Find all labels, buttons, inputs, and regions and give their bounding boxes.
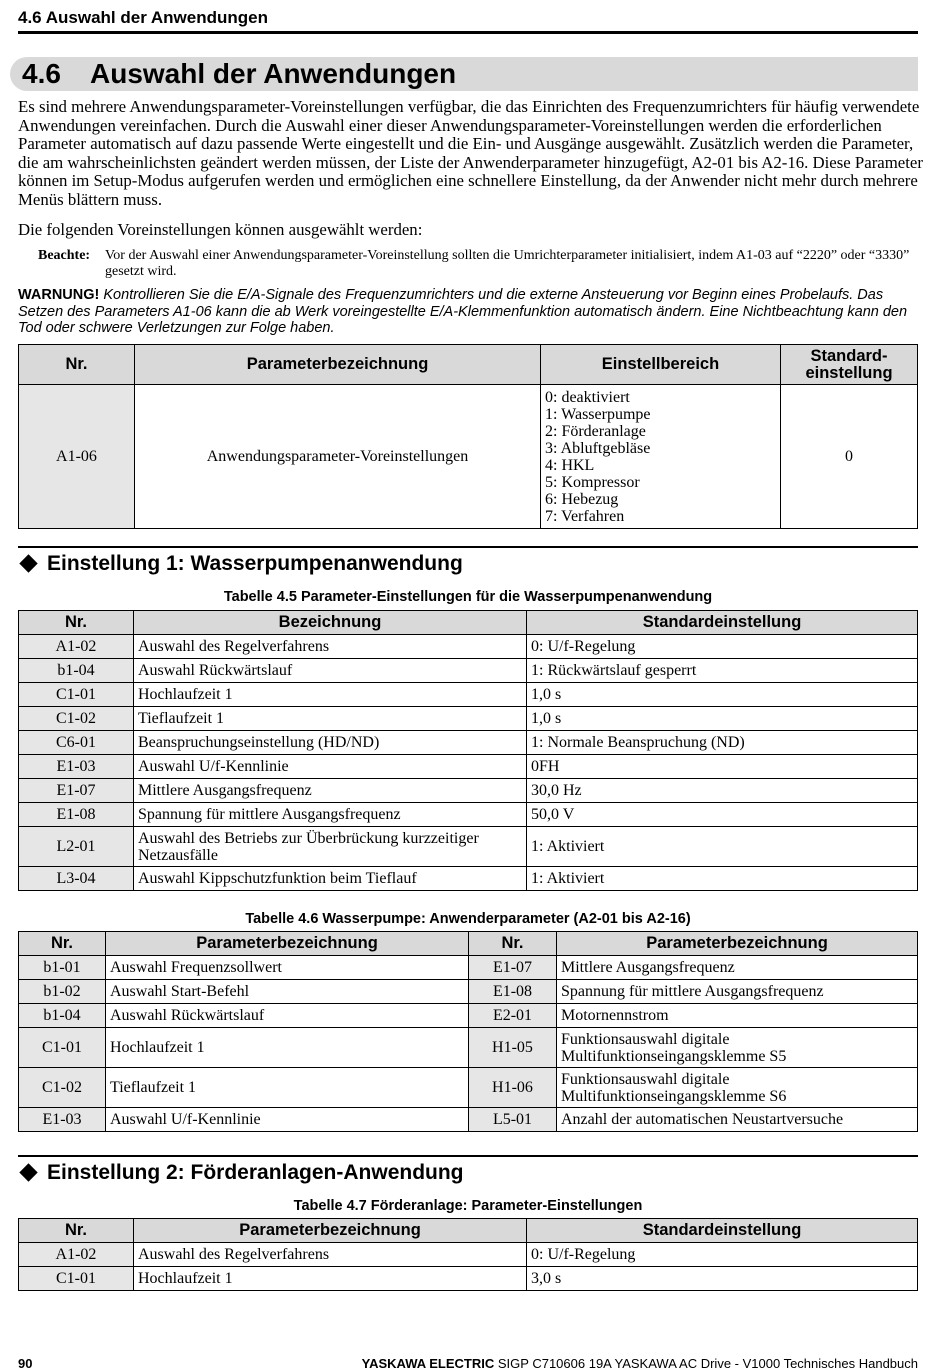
param-nr: C1-01: [19, 1028, 106, 1068]
range-option: 0: deaktiviert: [545, 388, 630, 406]
table-cell: 1: Aktiviert: [527, 827, 918, 867]
table-row: [19, 1267, 918, 1291]
table-cell: Beanspruchungseinstellung (HD/ND): [134, 731, 527, 755]
col-header: Standardeinstellung: [527, 1219, 918, 1243]
param-nr: b1-01: [19, 956, 106, 980]
param-nr: b1-04: [19, 659, 134, 683]
table-cell: Motornennstrom: [557, 1004, 918, 1028]
table-cell: Auswahl Kippschutzfunktion beim Tieflauf: [134, 867, 527, 891]
footer-brand: YASKAWA ELECTRIC: [361, 1356, 495, 1371]
table-cell: 50,0 V: [527, 803, 918, 827]
param-range: [541, 385, 781, 529]
table-row: [19, 707, 918, 731]
col-header: Standard-einstellung: [781, 345, 918, 385]
intro-paragraph: Es sind mehrere Anwendungsparameter-Voreinstellungen verfügbar, die das Einrichten des Frequenzumrichters für häufig verwendete Anwendungen vereinfachen. Durch die Auswahl einer dieser Anwendungsparameter-Voreinstellungen werden die erforderlichen Parameter automatisch auf dazu passende Werte eingestellt und die Ein- und Ausgänge ausgewählt. Zusätzlich werden die Parameter, die am wahrscheinlichsten geändert werden müssen, der Liste der Anwenderparameter hinzugefügt, A2-01 bis A2-16. Diese Parameter können im Setup-Modus aufgerufen werden und ermöglichen eine schnellere Einstellung, da der Anwender nicht mehr durch mehrere Menüs blättern muss.: [18, 97, 923, 209]
range-option: 2: Förderanlage: [545, 422, 646, 440]
col-header: Nr.: [19, 611, 134, 635]
col-header: Nr.: [19, 1219, 134, 1243]
table-row: [19, 683, 918, 707]
page-footer: [18, 1356, 918, 1371]
warning-block: [18, 287, 921, 337]
table-cell: 1: Rückwärtslauf gesperrt: [527, 659, 918, 683]
table-cell: 1: Normale Beanspruchung (ND): [527, 731, 918, 755]
table-row: [19, 385, 918, 529]
param-nr: b1-02: [19, 980, 106, 1004]
range-option: 4: HKL: [545, 456, 595, 474]
table-cell: Auswahl des Regelverfahrens: [134, 635, 527, 659]
col-header: Parameterbezeichnung: [134, 1219, 527, 1243]
table-cell: Funktionsauswahl digitale Multifunktionseingangsklemme S6: [557, 1068, 918, 1108]
table-row: [19, 635, 918, 659]
table-cell: Mittlere Ausgangsfrequenz: [134, 779, 527, 803]
table-cell: Auswahl Start-Befehl: [106, 980, 469, 1004]
section-heading: [18, 1155, 918, 1185]
water-pump-settings-table: [18, 610, 918, 891]
table-cell: 0: U/f-Regelung: [527, 1243, 918, 1267]
warning-label: WARNUNG!: [18, 287, 100, 303]
table-cell: 1,0 s: [527, 683, 918, 707]
param-nr: L5-01: [469, 1108, 557, 1132]
param-nr: H1-06: [469, 1068, 557, 1108]
footer-doc-info: [362, 1356, 918, 1371]
table-cell: Spannung für mittlere Ausgangsfrequenz: [134, 803, 527, 827]
table-row: [19, 779, 918, 803]
param-nr: b1-04: [19, 1004, 106, 1028]
param-nr: A1-02: [19, 635, 134, 659]
col-header: Parameterbezeichnung: [135, 345, 541, 385]
col-header: Nr.: [19, 345, 135, 385]
param-nr: C1-01: [19, 683, 134, 707]
range-option: 6: Hebezug: [545, 490, 619, 508]
param-nr: C6-01: [19, 731, 134, 755]
table-cell: Auswahl U/f-Kennlinie: [106, 1108, 469, 1132]
param-nr: C1-02: [19, 1068, 106, 1108]
diamond-bullet-icon: [19, 1163, 37, 1181]
param-nr: E1-08: [469, 980, 557, 1004]
table-cell: 3,0 s: [527, 1267, 918, 1291]
table-row: [19, 1068, 918, 1108]
range-option: 5: Kompressor: [545, 473, 640, 491]
col-header: Parameterbezeichnung: [106, 932, 469, 956]
table-cell: Hochlaufzeit 1: [106, 1028, 469, 1068]
table-cell: Anzahl der automatischen Neustartversuche: [557, 1108, 918, 1132]
table-cell: 30,0 Hz: [527, 779, 918, 803]
section-heading: [18, 546, 918, 576]
table-row: [19, 731, 918, 755]
table-cell: Hochlaufzeit 1: [134, 1267, 527, 1291]
table-row: [19, 1108, 918, 1132]
table-cell: Auswahl des Regelverfahrens: [134, 1243, 527, 1267]
param-nr: E1-03: [19, 1108, 106, 1132]
table-row: [19, 1243, 918, 1267]
table-cell: Tieflaufzeit 1: [134, 707, 527, 731]
table-cell: 1: Aktiviert: [527, 867, 918, 891]
table-cell: Tieflaufzeit 1: [106, 1068, 469, 1108]
table-cell: Hochlaufzeit 1: [134, 683, 527, 707]
table-cell: 1,0 s: [527, 707, 918, 731]
table-row: [19, 956, 918, 980]
note-label: Beachte:: [38, 248, 91, 263]
param-name: Anwendungsparameter-Voreinstellungen: [135, 385, 541, 529]
footer-doc: SIGP C710606 19A YASKAWA AC Drive - V1000 Technisches Handbuch: [497, 1356, 918, 1371]
table-row: [19, 1028, 918, 1068]
note-text: Vor der Auswahl einer Anwendungsparameter-Voreinstellung sollten die Umrichterparameter initialisiert, indem A1-03 auf “2220” oder “3330” gesetzt wird.: [105, 248, 910, 279]
param-nr: E1-08: [19, 803, 134, 827]
section-number: 4.6: [22, 58, 61, 89]
range-option: 1: Wasserpumpe: [545, 405, 651, 423]
param-nr: E1-07: [19, 779, 134, 803]
running-head: 4.6 Auswahl der Anwendungen: [18, 8, 918, 34]
water-pump-user-params-table: [18, 931, 918, 1132]
param-nr: L3-04: [19, 867, 134, 891]
conveyor-settings-table: [18, 1218, 918, 1291]
heading-text: Einstellung 2: Förderanlagen-Anwendung: [47, 1161, 464, 1184]
table-row: [19, 659, 918, 683]
param-nr: A1-02: [19, 1243, 134, 1267]
param-nr: C1-01: [19, 1267, 134, 1291]
range-option: 7: Verfahren: [545, 507, 625, 525]
col-header: Standardeinstellung: [527, 611, 918, 635]
col-header: Bezeichnung: [134, 611, 527, 635]
col-header: Parameterbezeichnung: [557, 932, 918, 956]
table-row: [19, 755, 918, 779]
param-nr: E1-07: [469, 956, 557, 980]
heading-text: Einstellung 1: Wasserpumpenanwendung: [47, 552, 463, 575]
table-cell: Auswahl des Betriebs zur Überbrückung kurzzeitiger Netzausfälle: [134, 827, 527, 867]
table-row: [19, 827, 918, 867]
table-cell: 0: U/f-Regelung: [527, 635, 918, 659]
table-caption: Tabelle 4.7 Förderanlage: Parameter-Einstellungen: [293, 1198, 643, 1214]
table-cell: Mittlere Ausgangsfrequenz: [557, 956, 918, 980]
application-preset-table: [18, 344, 918, 529]
section-title-bar: [10, 57, 918, 91]
table-row: [19, 867, 918, 891]
table-row: [19, 803, 918, 827]
param-default: 0: [781, 385, 918, 529]
col-header: Nr.: [19, 932, 106, 956]
lead-paragraph: Die folgenden Voreinstellungen können ausgewählt werden:: [18, 220, 423, 239]
table-cell: Auswahl Rückwärtslauf: [134, 659, 527, 683]
table-row: [19, 980, 918, 1004]
section-title: Auswahl der Anwendungen: [90, 58, 457, 89]
table-row: [19, 1004, 918, 1028]
param-nr: H1-05: [469, 1028, 557, 1068]
table-caption: Tabelle 4.6 Wasserpumpe: Anwenderparameter (A2-01 bis A2-16): [245, 911, 691, 927]
col-header: Nr.: [469, 932, 557, 956]
table-cell: Auswahl Rückwärtslauf: [106, 1004, 469, 1028]
table-cell: Auswahl U/f-Kennlinie: [134, 755, 527, 779]
table-caption: Tabelle 4.5 Parameter-Einstellungen für die Wasserpumpenanwendung: [223, 589, 713, 605]
param-nr: A1-06: [19, 385, 135, 529]
table-cell: Spannung für mittlere Ausgangsfrequenz: [557, 980, 918, 1004]
table-cell: Funktionsauswahl digitale Multifunktionseingangsklemme S5: [557, 1028, 918, 1068]
param-nr: E1-03: [19, 755, 134, 779]
table-cell: 0FH: [527, 755, 918, 779]
page-number: 90: [18, 1356, 33, 1371]
range-option: 3: Abluftgebläse: [545, 439, 651, 457]
table-cell: Auswahl Frequenzsollwert: [106, 956, 469, 980]
param-nr: E2-01: [469, 1004, 557, 1028]
warning-text: Kontrollieren Sie die E/A-Signale des Frequenzumrichters und die externe Ansteuerung vor Beginn eines Probelaufs. Das Setzen des Parameters A1-06 kann die ab Werk voreingestellte E/A-Klemmenfunktion automatisch ändern. Eine Nichtbeachtung kann den Tod oder schwere Verletzungen zur Folge haben.: [18, 287, 908, 336]
param-nr: C1-02: [19, 707, 134, 731]
diamond-bullet-icon: [19, 554, 37, 572]
param-nr: L2-01: [19, 827, 134, 867]
col-header: Einstellbereich: [541, 345, 781, 385]
